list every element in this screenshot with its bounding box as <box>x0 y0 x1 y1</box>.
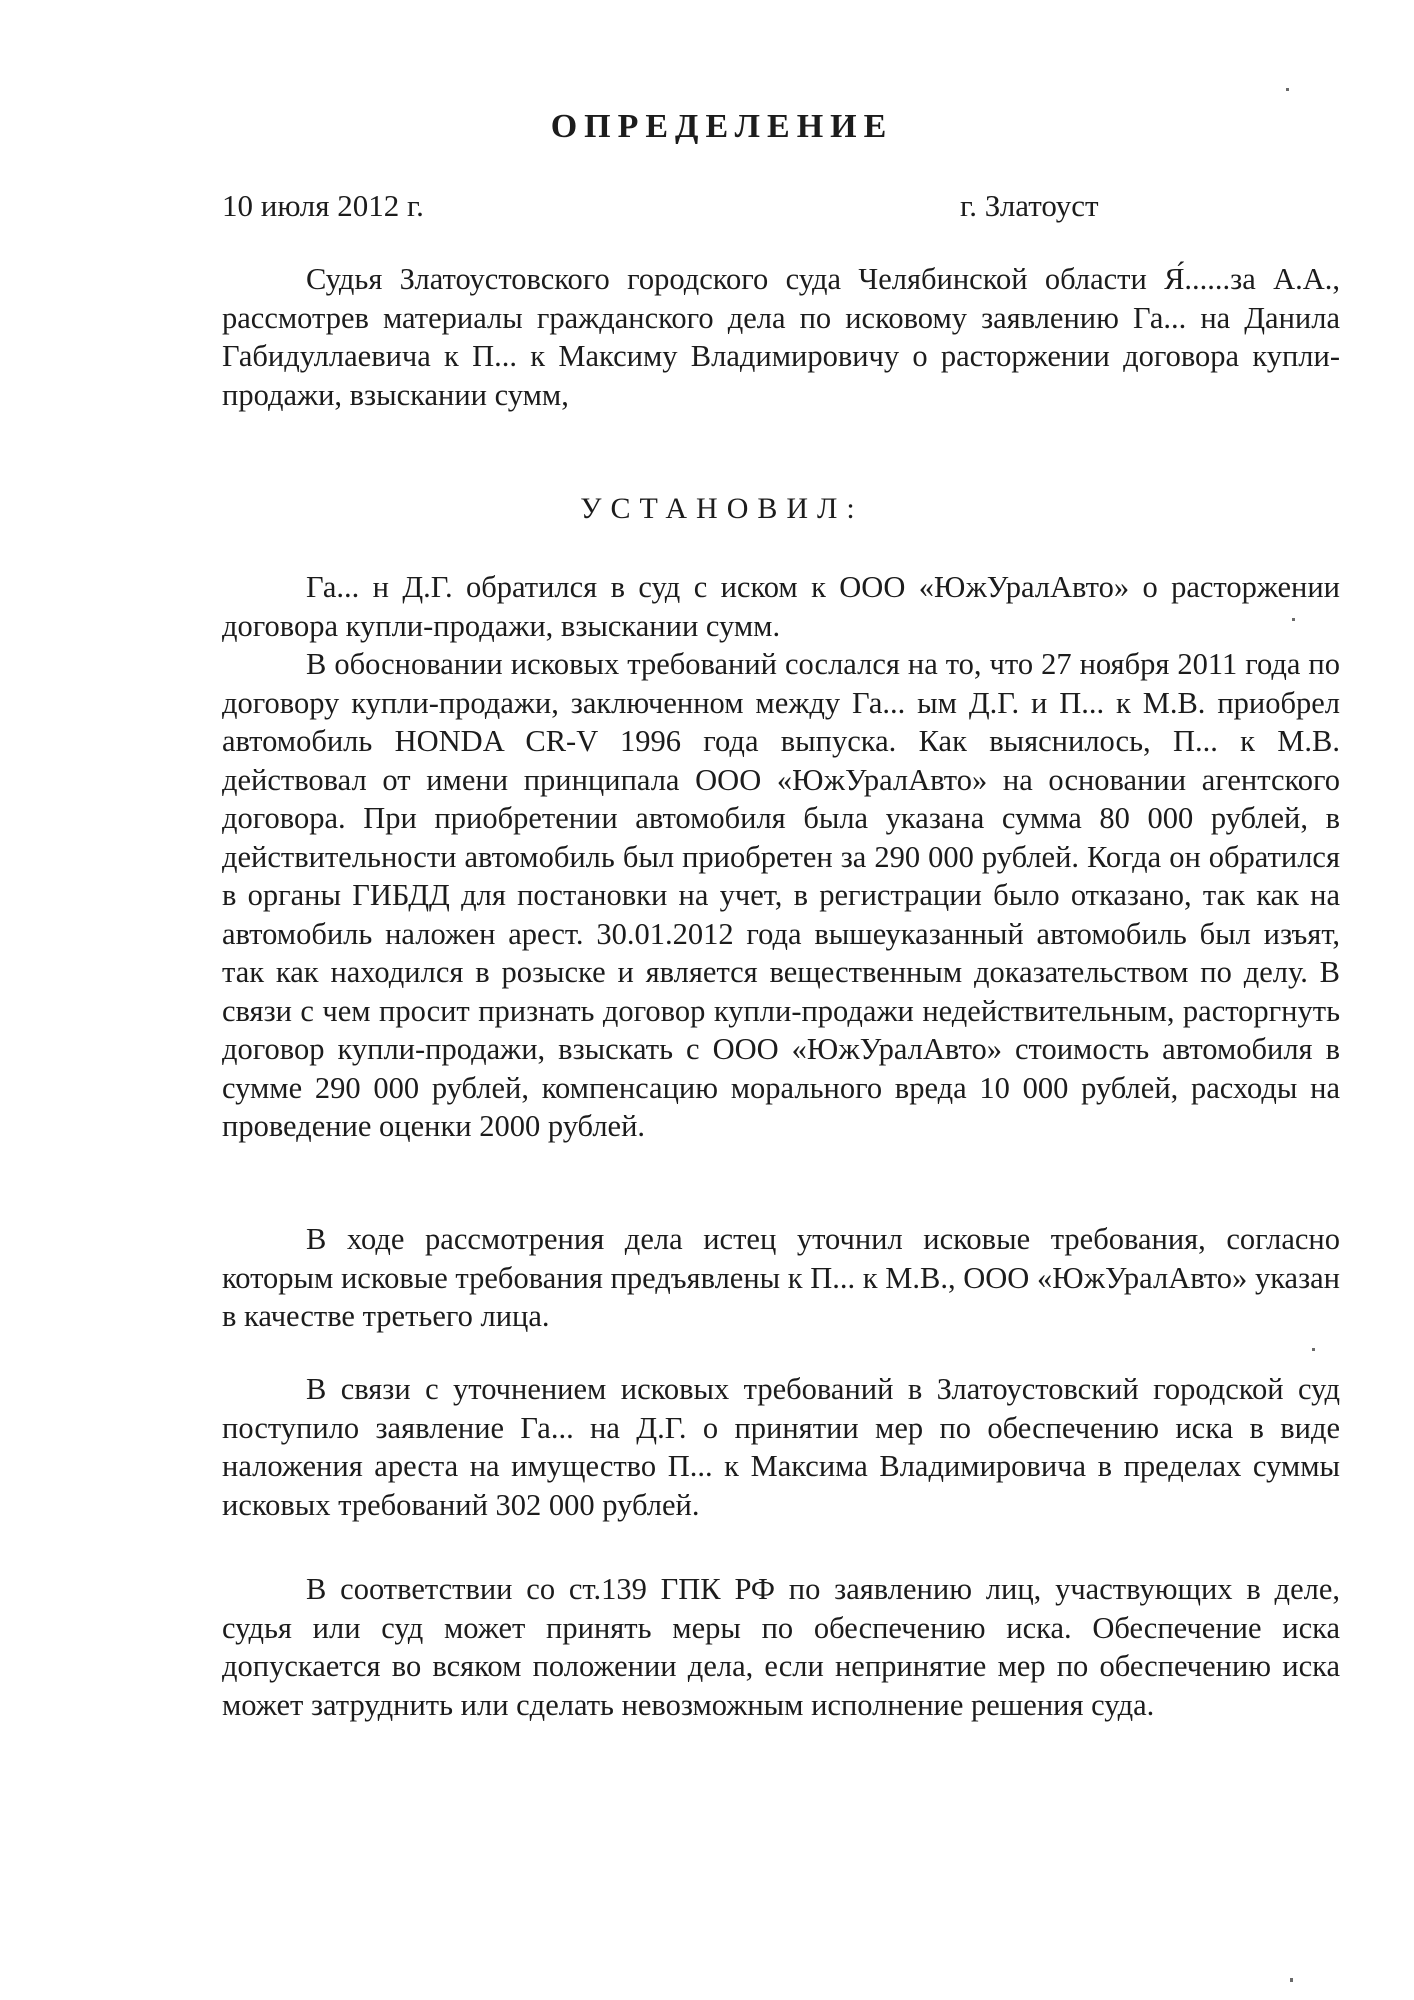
scan-speck <box>1290 1978 1293 1982</box>
paragraph-law: В соответствии со ст.139 ГПК РФ по заявлению лиц, участвующих в деле, судья или суд может принять меры по обеспечению иска. Обеспечение иска допускается во всяком положении дела, если непринятие мер по обеспечению иска может затруднить или сделать невозможным исполнение решения суда. <box>222 1572 1340 1722</box>
paragraph-clarification: В ходе рассмотрения дела истец уточнил исковые требования, согласно которым исковые требования предъявлены к П... к М.В., ООО «ЮжУралАвто» указан в качестве третьего лица. <box>222 1222 1340 1333</box>
intro-paragraph <box>222 260 1340 414</box>
law-section <box>222 1570 1340 1724</box>
document-city: г. Златоуст <box>960 188 1099 223</box>
scan-speck <box>1312 1348 1315 1351</box>
clarification-section <box>222 1220 1340 1336</box>
scan-speck <box>1286 88 1289 91</box>
paragraph-motion: В связи с уточнением исковых требований в Златоустовский городской суд поступило заявление Га... на Д.Г. о принятии мер по обеспечению иска в виде наложения ареста на имущество П... к Максима Владимировича в пределах суммы исковых требований 302 000 рублей. <box>222 1372 1340 1522</box>
claim-section <box>222 568 1340 1146</box>
paragraph-claim: Га... н Д.Г. обратился в суд с иском к ООО «ЮжУралАвто» о расторжении договора купли-продажи, взыскании сумм. <box>222 570 1340 643</box>
motion-section <box>222 1370 1340 1524</box>
scan-speck <box>1292 618 1295 621</box>
document-date: 10 июля 2012 г. <box>222 188 424 223</box>
paragraph-grounds: В обосновании исковых требований сослался на то, что 27 ноября 2011 года по договору купли-продажи, заключенном между Га... ым Д.Г. и П... к М.В. приобрел автомобиль HONDA CR-V 1996 года выпуска. Как выяснилось, П... к М.В. действовал от имени принципала ООО «ЮжУралАвто» на основании агентского договора. При приобретении автомобиля была указана сумма 80 000 рублей, в действительности автомобиль был приобретен за 290 000 рублей. Когда он обратился в органы ГИБДД для постановки на учет, в регистрации было отказано, так как на автомобиль наложен арест. 30.01.2012 года вышеуказанный автомобиль был изъят, так как находился в розыске и является вещественным доказательством по делу. В связи с чем просит признать договор купли-продажи недействительным, расторгнуть договор купли-продажи, взыскать с ООО «ЮжУралАвто» стоимость автомобиля в сумме 290 000 рублей, компенсацию морального вреда 10 000 рублей, расходы на проведение оценки 2000 рублей. <box>222 647 1340 1143</box>
section-heading: УСТАНОВИЛ: <box>580 492 864 525</box>
intro-text: Судья Златоустовского городского суда Челябинской области Я́......за А.А., рассмотрев материалы гражданского дела по исковому заявлению Га... на Данила Габидуллаевича к П... к Максиму Владимировичу о расторжении договора купли-продажи, взыскании сумм, <box>222 262 1340 412</box>
document-title: ОПРЕДЕЛЕНИЕ <box>550 108 894 145</box>
